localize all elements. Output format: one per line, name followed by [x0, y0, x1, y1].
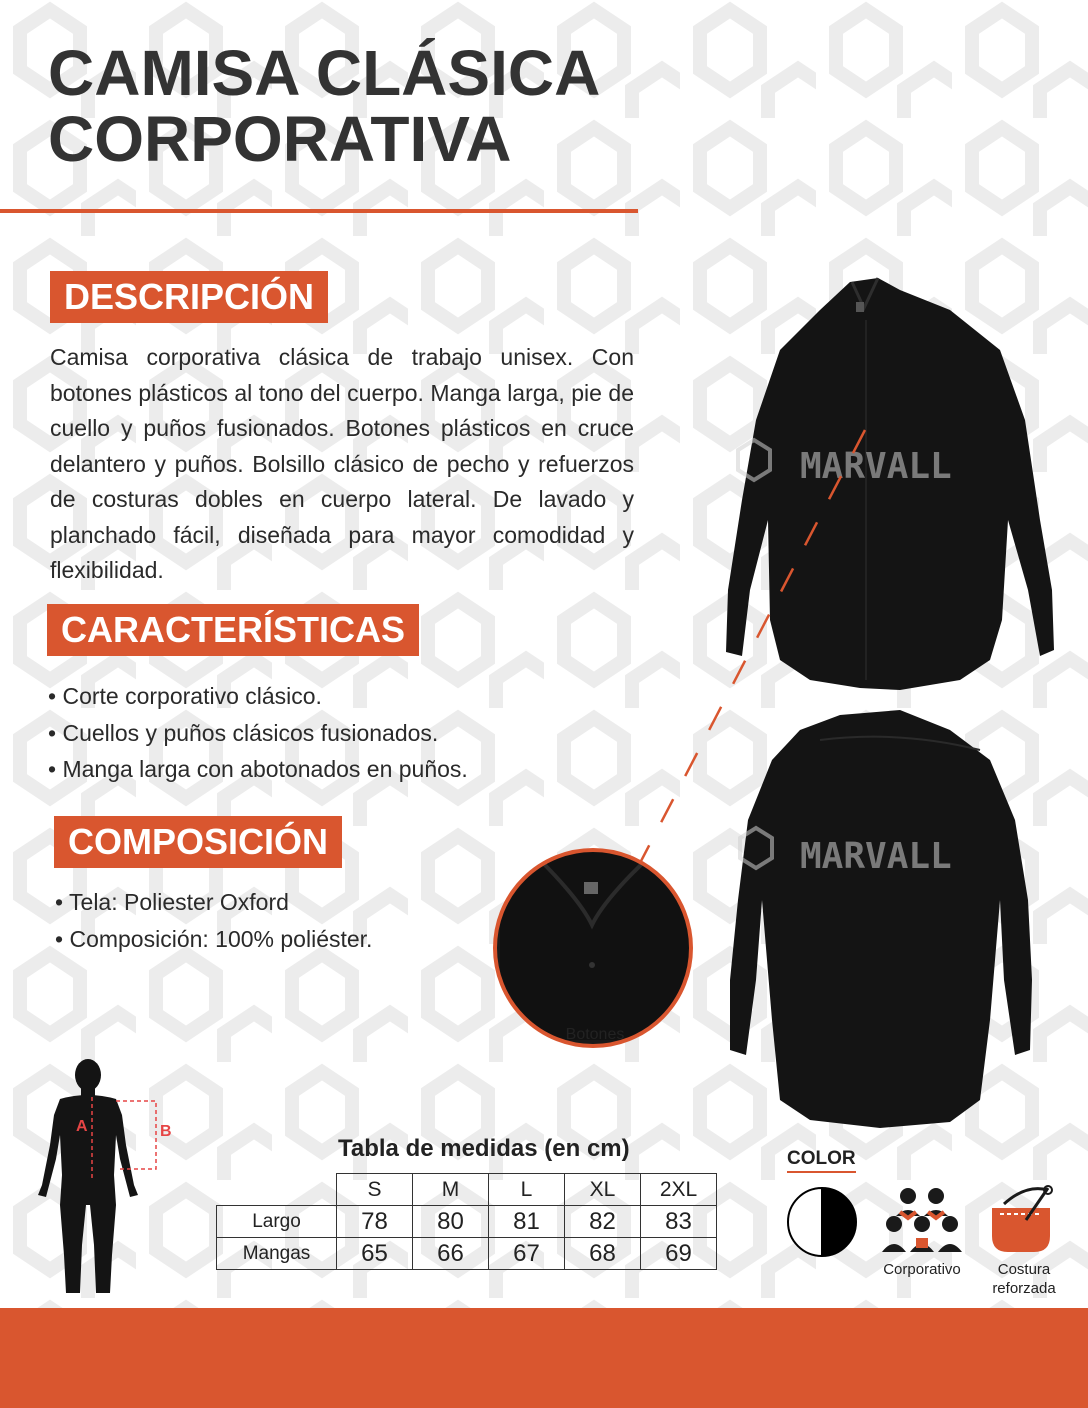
description-heading: DESCRIPCIÓN [50, 271, 328, 323]
features-heading: CARACTERÍSTICAS [47, 604, 419, 656]
table-cell: 83 [641, 1206, 717, 1238]
composition-list [55, 884, 372, 957]
size-header-cell: XL [565, 1174, 641, 1206]
table-cell: 78 [337, 1206, 413, 1238]
table-cell: 66 [413, 1238, 489, 1270]
shirt-back-image [730, 710, 1032, 1128]
title-divider [0, 209, 638, 213]
color-label: COLOR [787, 1148, 856, 1173]
reinforced-seam-icon-label [972, 1260, 1076, 1298]
size-table-title: Tabla de medidas (en cm) [338, 1135, 630, 1162]
table-cell: 80 [413, 1206, 489, 1238]
table-cell: 82 [565, 1206, 641, 1238]
table-cell: 67 [489, 1238, 565, 1270]
body-measurement-figure [30, 1055, 190, 1300]
shirt-images [480, 260, 1088, 1140]
corporate-team-icon [882, 1186, 962, 1254]
description-text: Camisa corporativa clásica de trabajo unisex. Con botones plásticos al tono del cuerpo. Manga larga, pie de cuello y puños fusionados. Botones plásticos en cruce delantero y puños. Bolsillo clásico de pecho y refuerzos de costuras dobles en cuerpo lateral. De lavado y planchado fácil, diseñada para mayor comodidad y flexibilidad. [50, 344, 634, 583]
composition-heading: COMPOSICIÓN [54, 816, 342, 868]
list-item: • Manga larga con abotonados en puños. [48, 751, 468, 788]
table-row [217, 1238, 717, 1270]
watermark-text-front: MARVALL [800, 446, 952, 487]
reinforced-seam-label-line-1: Costura [997, 1261, 1051, 1278]
table-header-row [217, 1174, 717, 1206]
list-item: • Tela: Poliester Oxford [55, 884, 372, 921]
table-cell: 69 [641, 1238, 717, 1270]
corporate-icon-label: Corporativo [883, 1261, 961, 1278]
measure-label-a: A [76, 1118, 88, 1135]
zoom-circle-image [495, 845, 691, 1046]
size-table [216, 1173, 717, 1270]
size-header-cell: L [489, 1174, 565, 1206]
features-list [48, 678, 468, 788]
row-label-largo: Largo [217, 1206, 337, 1238]
table-cell: 81 [489, 1206, 565, 1238]
footer-band [0, 1308, 1088, 1408]
color-swatch-white-black [786, 1186, 858, 1258]
list-item: • Composición: 100% poliéster. [55, 921, 372, 958]
list-item: • Cuellos y puños clásicos fusionados. [48, 715, 468, 752]
row-label-mangas: Mangas [217, 1238, 337, 1270]
measure-label-b: B [160, 1123, 172, 1140]
size-header-cell: S [337, 1174, 413, 1206]
table-cell: 65 [337, 1238, 413, 1270]
table-cell: 68 [565, 1238, 641, 1270]
product-title [48, 37, 688, 175]
product-title-line-2: CORPORATIVA [48, 103, 512, 175]
reinforced-seam-icon [986, 1184, 1056, 1256]
product-title-line-1: CAMISA CLÁSICA [48, 37, 601, 109]
list-item: • Corte corporativo clásico. [48, 678, 468, 715]
reinforced-seam-label-line-2: reforzada [992, 1280, 1056, 1297]
table-row [217, 1206, 717, 1238]
size-header-cell: M [413, 1174, 489, 1206]
table-corner-cell [217, 1174, 337, 1206]
size-header-cell: 2XL [641, 1174, 717, 1206]
watermark-text-back: MARVALL [800, 836, 952, 877]
zoom-label: Botones [565, 1026, 625, 1043]
